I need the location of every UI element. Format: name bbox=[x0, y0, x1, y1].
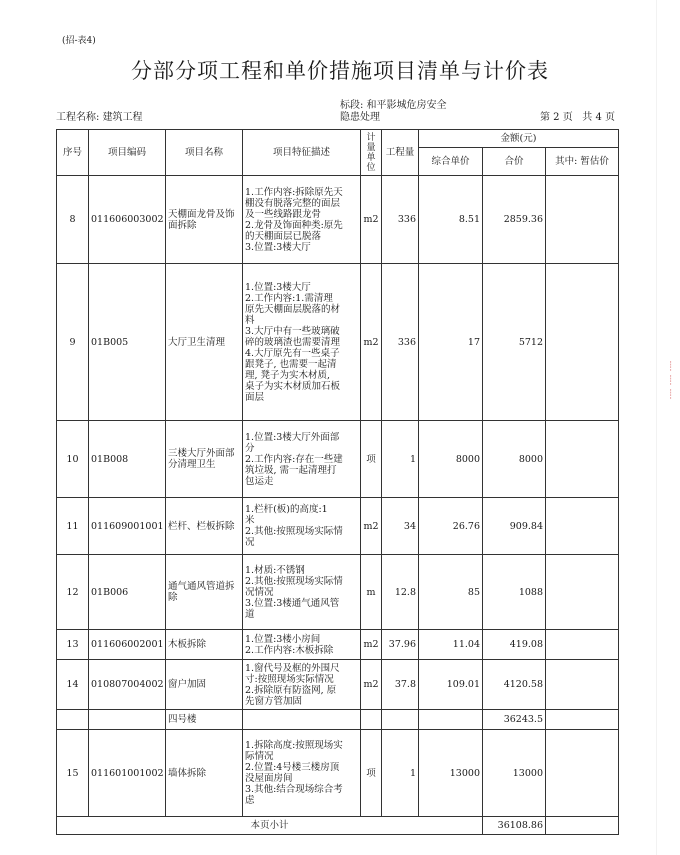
row-desc bbox=[243, 660, 361, 710]
section-line-2: 隐患处理 bbox=[340, 112, 380, 123]
row-unit-price: 17 bbox=[419, 264, 483, 421]
page-title: 分部分项工程和单价措施项目清单与计价表 bbox=[131, 59, 549, 83]
project-name bbox=[56, 112, 143, 124]
row-unit: 项 bbox=[361, 730, 382, 817]
subtotal-row bbox=[57, 817, 619, 835]
page-number bbox=[540, 112, 615, 124]
row-qty: 37.96 bbox=[382, 630, 419, 660]
desc-line: 先窗方管加固 bbox=[245, 695, 303, 707]
page-total: 共 4 页 bbox=[582, 112, 615, 123]
row-name: 天棚面龙骨及饰面拆除 bbox=[166, 176, 243, 264]
desc-line: 2.工作内容:1.需清理 bbox=[245, 292, 333, 304]
row-unit: m2 bbox=[361, 498, 382, 555]
table-row bbox=[57, 630, 619, 660]
desc-line: 2.其他:按照现场实际情 bbox=[245, 575, 343, 587]
row-code bbox=[89, 710, 166, 730]
row-name: 窗户加固 bbox=[166, 660, 243, 710]
header-seq: 序号 bbox=[57, 130, 89, 176]
row-total: 36243.5 bbox=[483, 710, 546, 730]
section-line-1: 标段: 和平影城危房安全 bbox=[340, 100, 447, 111]
row-qty: 1 bbox=[382, 421, 419, 498]
desc-line: 1.拆除高度:按照现场实 bbox=[245, 740, 343, 751]
desc-line: 料 bbox=[245, 314, 255, 326]
row-provisional bbox=[546, 730, 619, 817]
table-row bbox=[57, 421, 619, 498]
form-code: (招-表4) bbox=[62, 36, 96, 46]
header-qty: 工程量 bbox=[382, 130, 419, 176]
row-qty: 12.8 bbox=[382, 555, 419, 630]
row-provisional bbox=[546, 264, 619, 421]
desc-line: 及一些线路跟龙骨 bbox=[245, 208, 322, 220]
row-code: 011609001001 bbox=[89, 498, 166, 555]
page-current: 第 2 页 bbox=[539, 112, 573, 123]
desc-line: 况情况 bbox=[245, 586, 274, 598]
bill-table bbox=[56, 129, 619, 835]
desc-line: 2.位置:4号楼三楼房顶 bbox=[245, 762, 340, 773]
row-total: 909.84 bbox=[483, 498, 546, 555]
subtotal-label: 本页小计 bbox=[57, 817, 483, 835]
row-provisional bbox=[546, 630, 619, 660]
desc-line: 1.材质:不锈钢 bbox=[245, 564, 305, 576]
desc-line: 理, 凳子为实木材质, bbox=[245, 369, 331, 381]
desc-line: 2.工作内容:存在一些建 bbox=[245, 453, 343, 465]
row-seq bbox=[57, 710, 89, 730]
section-info bbox=[340, 100, 447, 124]
row-unit-price bbox=[419, 710, 483, 730]
header-desc: 项目特征描述 bbox=[243, 130, 361, 176]
row-code: 01B008 bbox=[89, 421, 166, 498]
row-seq: 12 bbox=[57, 555, 89, 630]
desc-line: 际情况 bbox=[245, 751, 274, 762]
row-name: 栏杆、栏板拆除 bbox=[166, 498, 243, 555]
row-desc bbox=[243, 421, 361, 498]
desc-line: 1.工作内容:拆除原先天 bbox=[245, 186, 343, 198]
table-row bbox=[57, 176, 619, 264]
row-seq: 13 bbox=[57, 630, 89, 660]
row-code: 01B006 bbox=[89, 555, 166, 630]
row-unit bbox=[361, 710, 382, 730]
header-code: 项目编码 bbox=[89, 130, 166, 176]
row-qty bbox=[382, 710, 419, 730]
header-unit: 计量单位 bbox=[361, 130, 382, 176]
header-total: 合价 bbox=[483, 148, 546, 176]
table-row bbox=[57, 264, 619, 421]
header-name: 项目名称 bbox=[166, 130, 243, 176]
desc-line: 2.工作内容:木板拆除 bbox=[245, 644, 334, 656]
desc-line: 1.栏杆(板)的高度:1 bbox=[245, 504, 328, 515]
row-qty: 37.8 bbox=[382, 660, 419, 710]
row-unit: m bbox=[361, 555, 382, 630]
row-provisional bbox=[546, 660, 619, 710]
desc-line: 原先天棚面层脱落的材 bbox=[245, 303, 341, 315]
page-edge bbox=[656, 0, 657, 855]
row-total: 13000 bbox=[483, 730, 546, 817]
desc-line: 道 bbox=[245, 608, 255, 620]
project-label: 工程名称: bbox=[56, 112, 100, 123]
row-provisional bbox=[546, 498, 619, 555]
header-amount: 金额(元) bbox=[419, 130, 619, 148]
desc-line: 分 bbox=[245, 442, 255, 454]
desc-line: 3.大厅中有一些玻璃破 bbox=[245, 325, 340, 337]
row-seq: 15 bbox=[57, 730, 89, 817]
row-desc bbox=[243, 730, 361, 817]
row-unit: m2 bbox=[361, 264, 382, 421]
row-unit-price: 13000 bbox=[419, 730, 483, 817]
row-name: 三楼大厅外面部分清理卫生 bbox=[166, 421, 243, 498]
red-stamp-mark: ┊ ┊ ┊ bbox=[668, 362, 674, 400]
desc-line: 1.窗代号及框的外围尺 bbox=[245, 662, 340, 674]
row-seq: 14 bbox=[57, 660, 89, 710]
row-desc bbox=[243, 630, 361, 660]
row-unit-price: 26.76 bbox=[419, 498, 483, 555]
row-name: 木板拆除 bbox=[166, 630, 243, 660]
desc-line: 米 bbox=[245, 515, 255, 526]
desc-line: 的天棚面层已脱落 bbox=[245, 230, 322, 242]
row-desc bbox=[243, 176, 361, 264]
project-value: 建筑工程 bbox=[102, 112, 143, 123]
table-row bbox=[57, 710, 619, 730]
row-total: 1088 bbox=[483, 555, 546, 630]
desc-line: 1.位置:3楼大厅 bbox=[245, 281, 311, 293]
desc-line: 3.位置:3楼通气通风管 bbox=[245, 597, 340, 609]
row-name: 大厅卫生清理 bbox=[166, 264, 243, 421]
desc-line: 4.大厅原先有一些桌子 bbox=[245, 347, 340, 359]
row-code: 011606002001 bbox=[89, 630, 166, 660]
row-provisional bbox=[546, 555, 619, 630]
row-provisional bbox=[546, 421, 619, 498]
row-unit-price: 85 bbox=[419, 555, 483, 630]
table-row bbox=[57, 498, 619, 555]
row-name: 墙体拆除 bbox=[166, 730, 243, 817]
desc-line: 筑垃圾, 需一起清理打 bbox=[245, 464, 337, 476]
row-seq: 9 bbox=[57, 264, 89, 421]
row-unit: m2 bbox=[361, 176, 382, 264]
desc-line: 2.龙骨及饰面种类:原先 bbox=[245, 219, 343, 231]
table-row bbox=[57, 660, 619, 710]
desc-line: 况 bbox=[245, 537, 255, 548]
desc-line: 1.位置:3楼小房间 bbox=[245, 633, 321, 645]
row-name: 四号楼 bbox=[166, 710, 243, 730]
row-seq: 8 bbox=[57, 176, 89, 264]
row-unit-price: 109.01 bbox=[419, 660, 483, 710]
desc-line: 1.位置:3楼大厅外面部 bbox=[245, 431, 340, 443]
row-unit-price: 8.51 bbox=[419, 176, 483, 264]
row-unit-price: 8000 bbox=[419, 421, 483, 498]
row-qty: 1 bbox=[382, 730, 419, 817]
row-code: 011606003002 bbox=[89, 176, 166, 264]
header-provisional: 其中: 暂估价 bbox=[546, 148, 619, 176]
subtotal-provisional bbox=[546, 817, 619, 835]
row-desc bbox=[243, 264, 361, 421]
row-code: 01B005 bbox=[89, 264, 166, 421]
row-provisional bbox=[546, 710, 619, 730]
row-name: 通气通风管道拆除 bbox=[166, 555, 243, 630]
desc-line: 跟凳子, 也需要一起清 bbox=[245, 358, 337, 370]
row-seq: 10 bbox=[57, 421, 89, 498]
desc-line: 面层 bbox=[245, 391, 265, 403]
table-row bbox=[57, 555, 619, 630]
row-qty: 336 bbox=[382, 176, 419, 264]
row-total: 5712 bbox=[483, 264, 546, 421]
row-total: 2859.36 bbox=[483, 176, 546, 264]
row-qty: 34 bbox=[382, 498, 419, 555]
desc-line: 虑 bbox=[245, 795, 255, 806]
header-unit-price: 综合单价 bbox=[419, 148, 483, 176]
desc-line: 棚没有脱落完整的面层 bbox=[245, 197, 341, 209]
row-unit-price: 11.04 bbox=[419, 630, 483, 660]
row-total: 419.08 bbox=[483, 630, 546, 660]
row-desc bbox=[243, 555, 361, 630]
row-total: 4120.58 bbox=[483, 660, 546, 710]
row-desc bbox=[243, 498, 361, 555]
desc-line: 2.其他:按照现场实际情 bbox=[245, 526, 343, 537]
row-seq: 11 bbox=[57, 498, 89, 555]
desc-line: 3.位置:3楼大厅 bbox=[245, 241, 311, 253]
row-desc bbox=[243, 710, 361, 730]
desc-line: 包运走 bbox=[245, 475, 274, 487]
row-qty: 336 bbox=[382, 264, 419, 421]
desc-line: 3.其他:结合现场综合考 bbox=[245, 784, 343, 795]
row-unit: m2 bbox=[361, 630, 382, 660]
row-code: 011601001002 bbox=[89, 730, 166, 817]
row-code: 010807004002 bbox=[89, 660, 166, 710]
row-provisional bbox=[546, 176, 619, 264]
header-row-1 bbox=[57, 130, 619, 148]
subtotal-total: 36108.86 bbox=[483, 817, 546, 835]
desc-line: 寸:按照现场实际情况 bbox=[245, 673, 334, 685]
desc-line: 没屋面房间 bbox=[245, 773, 293, 784]
row-unit: m2 bbox=[361, 660, 382, 710]
desc-line: 碎的玻璃渣也需要清理 bbox=[245, 336, 341, 348]
row-unit: 项 bbox=[361, 421, 382, 498]
row-total: 8000 bbox=[483, 421, 546, 498]
table-row bbox=[57, 730, 619, 817]
desc-line: 桌子为实木材质加石板 bbox=[245, 380, 341, 392]
desc-line: 2.拆除原有防盗网, 原 bbox=[245, 684, 337, 696]
